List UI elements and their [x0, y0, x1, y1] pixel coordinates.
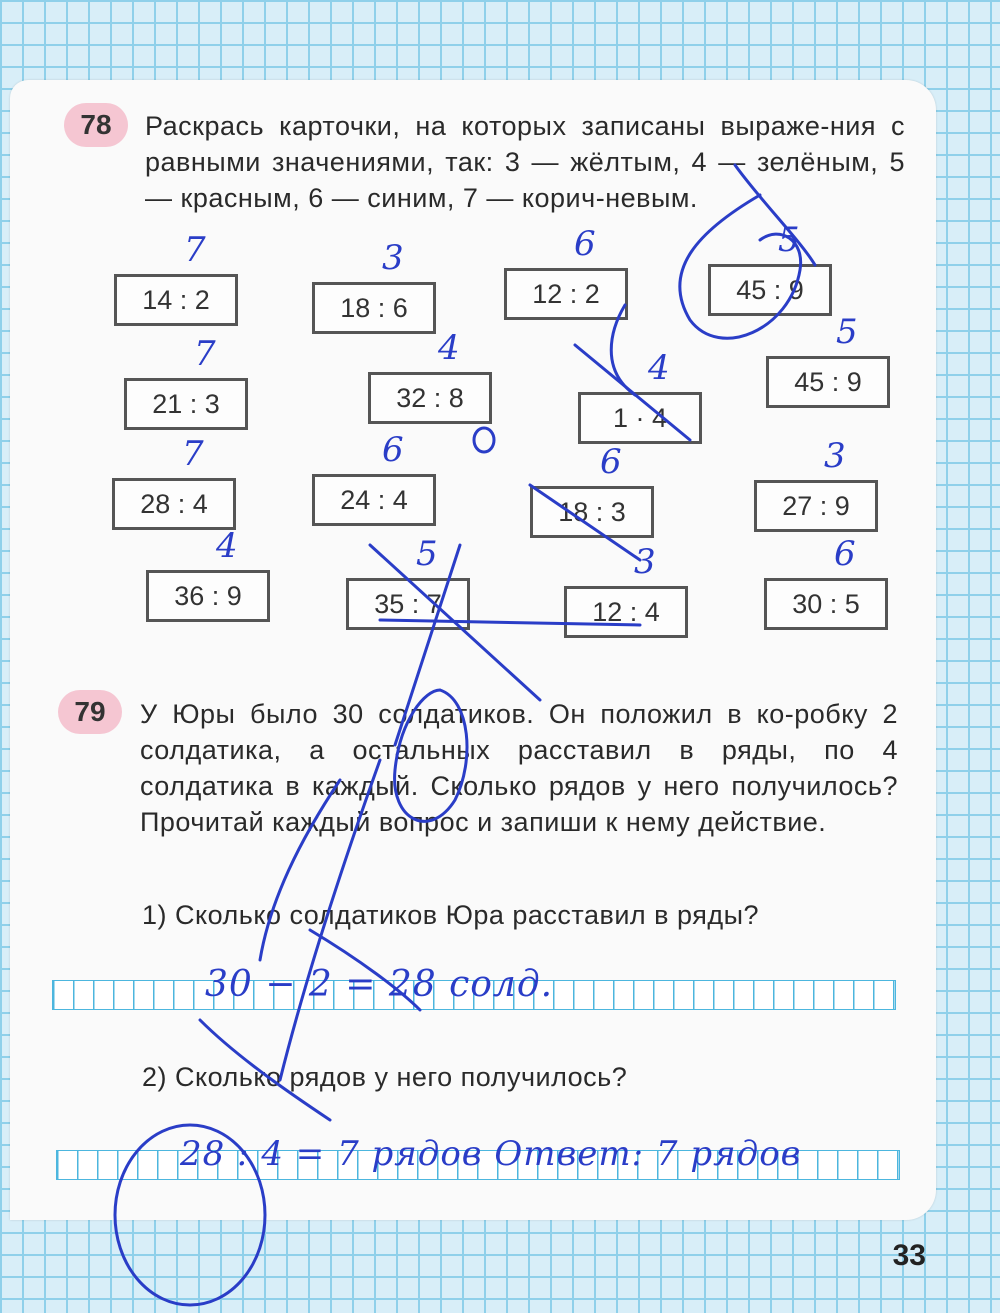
handwritten-mark: 7 — [182, 434, 204, 474]
expression-card[interactable]: 45 : 9 — [708, 264, 832, 316]
handwritten-mark: 3 — [382, 238, 404, 278]
expression-card[interactable]: 30 : 5 — [764, 578, 888, 630]
task-79-number: 79 — [58, 690, 122, 734]
expression-card[interactable]: 21 : 3 — [124, 378, 248, 430]
handwritten-mark: 6 — [834, 534, 856, 574]
answer-2-handwriting: 28 : 4 = 7 рядов Ответ: 7 рядов — [180, 1134, 802, 1174]
handwritten-mark: 6 — [600, 442, 622, 482]
handwritten-mark: 5 — [836, 312, 858, 352]
expression-card[interactable]: 35 : 7 — [346, 578, 470, 630]
handwritten-mark: 4 — [216, 526, 238, 566]
expression-card[interactable]: 45 : 9 — [766, 356, 890, 408]
expression-card[interactable]: 18 : 3 — [530, 486, 654, 538]
task-78-text: Раскрась карточки, на которых записаны выраже-ния с равными значениями, так: 3 — жёлтым, 4 — зелёным, 5 — красным, 6 — синим, 7 — корич-невым. — [145, 111, 905, 213]
handwritten-mark: 3 — [824, 436, 846, 476]
handwritten-mark: 5 — [416, 534, 438, 574]
expression-card[interactable]: 27 : 9 — [754, 480, 878, 532]
expression-card[interactable]: 36 : 9 — [146, 570, 270, 622]
page-number: 33 — [892, 1239, 926, 1272]
handwritten-mark: 4 — [438, 328, 460, 368]
expression-card[interactable]: 32 : 8 — [368, 372, 492, 424]
handwritten-mark: 4 — [648, 348, 670, 388]
handwritten-mark: 6 — [574, 224, 596, 264]
handwritten-mark: 7 — [184, 230, 206, 270]
question-1: 1) Сколько солдатиков Юра расставил в ряды? — [142, 900, 760, 930]
handwritten-mark: 3 — [634, 542, 656, 582]
answer-1-handwriting: 30 − 2 = 28 солд. — [205, 964, 554, 1005]
question-2: 2) Сколько рядов у него получилось? — [142, 1062, 628, 1092]
task-78-number: 78 — [64, 103, 128, 147]
handwritten-mark: 6 — [382, 430, 404, 470]
expression-card[interactable]: 1 · 4 — [578, 392, 702, 444]
handwritten-mark: 7 — [194, 334, 216, 374]
expression-card[interactable]: 12 : 4 — [564, 586, 688, 638]
expression-card[interactable]: 14 : 2 — [114, 274, 238, 326]
expression-card[interactable]: 18 : 6 — [312, 282, 436, 334]
expression-card[interactable]: 28 : 4 — [112, 478, 236, 530]
expression-card[interactable]: 24 : 4 — [312, 474, 436, 526]
task-79-text: У Юры было 30 солдатиков. Он положил в ко-робку 2 солдатика, а остальных расставил в ряды, по 4 солдатика в каждый. Сколько рядов у него получилось? Прочитай каждый вопрос и запиши к нему действие. — [140, 699, 898, 837]
handwritten-mark: 5 — [778, 220, 800, 260]
expression-card[interactable]: 12 : 2 — [504, 268, 628, 320]
